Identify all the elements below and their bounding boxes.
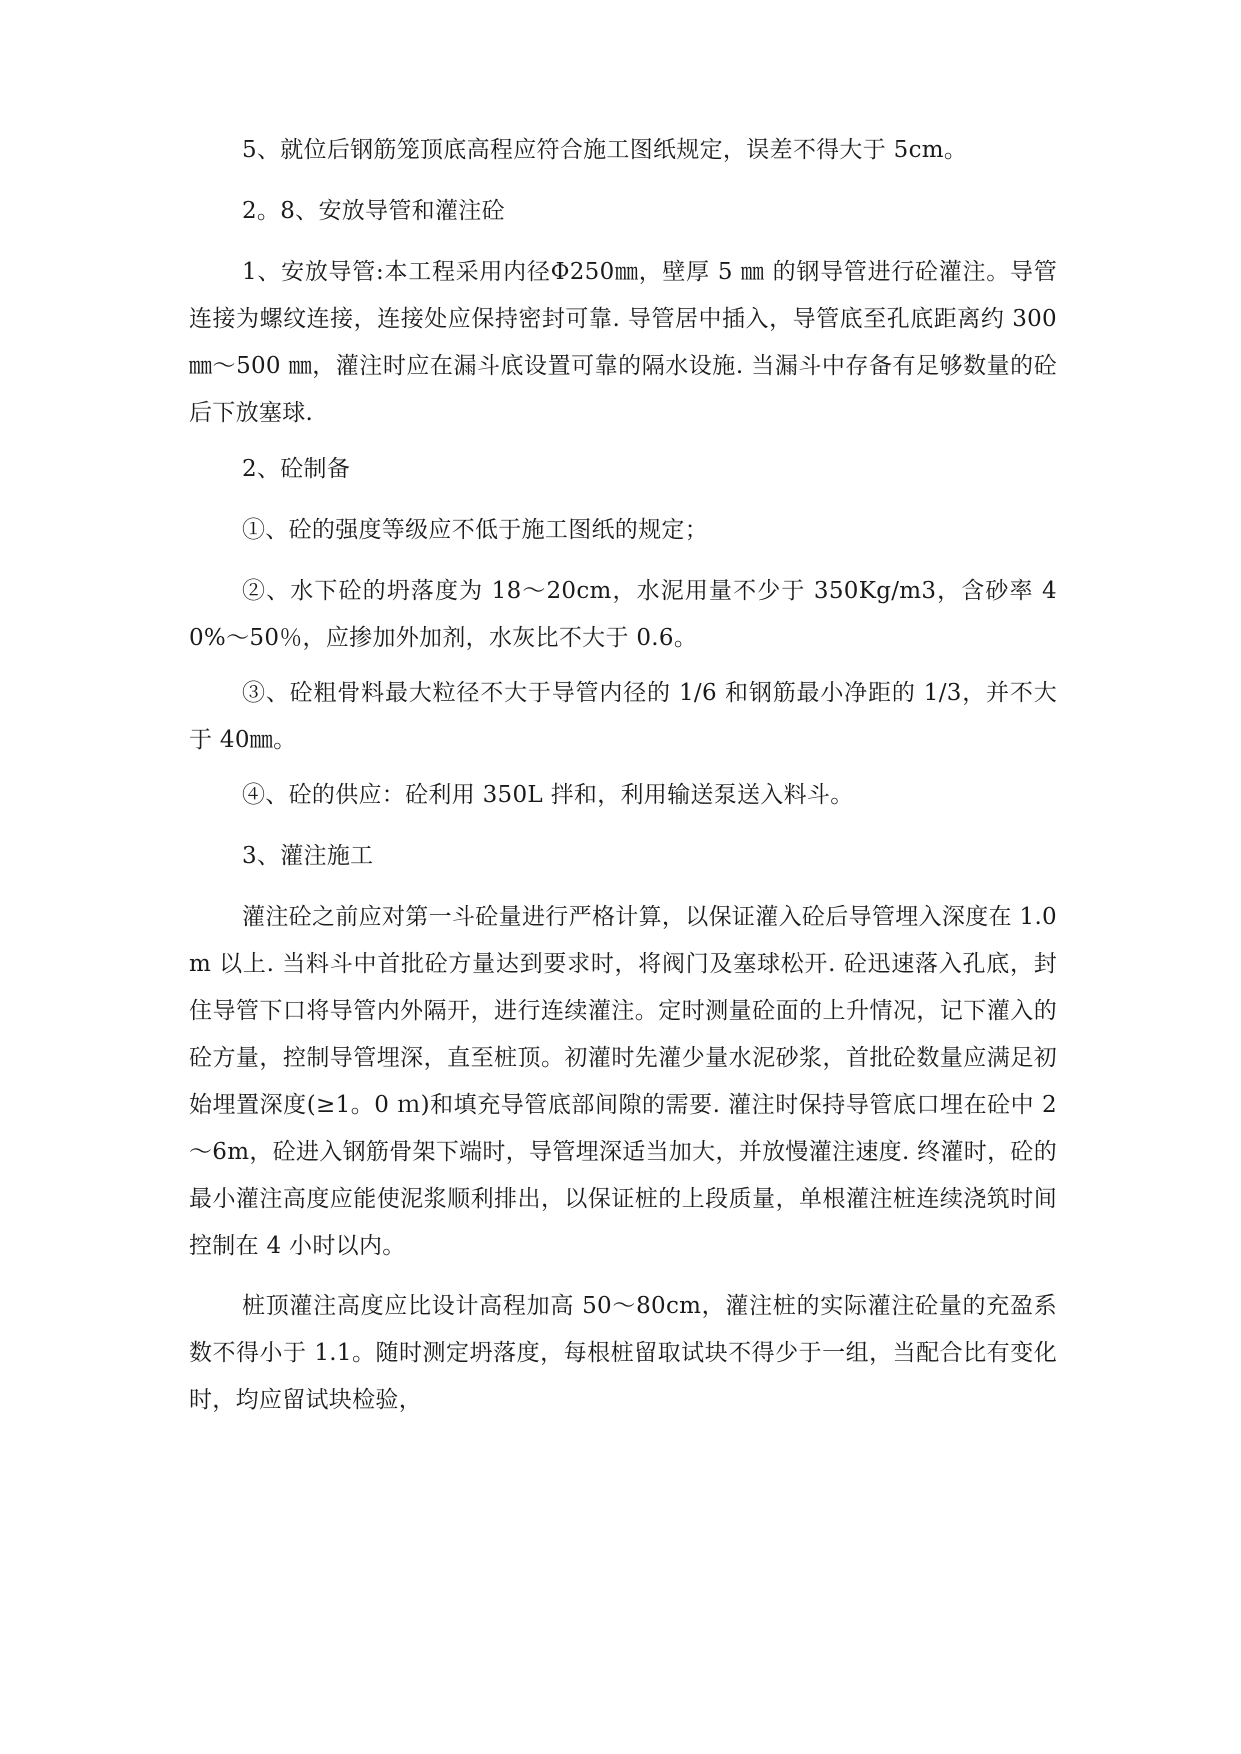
- list-item-2: ②、水下砼的坍落度为 18～20cm，水泥用量不少于 350Kg/m3，含砂率 40%～50％，应掺加外加剂，水灰比不大于 0.6。: [189, 578, 1057, 651]
- paragraph-install-tremie: 1、安放导管:本工程采用内径Φ250㎜，壁厚 5 ㎜ 的钢导管进行砼灌注。导管连接为螺纹连接，连接处应保持密封可靠. 导管居中插入，导管底至孔底距离约 300 ㎜～500 ㎜，灌注时应在漏斗底设置可靠的隔水设施. 当漏斗中存备有足够数量的砼后下放塞球.: [189, 259, 1057, 426]
- section-heading-2-8: 2。8、安放导管和灌注砼: [242, 198, 505, 224]
- list-item-1: ①、砼的强度等级应不低于施工图纸的规定；: [242, 517, 708, 543]
- section-heading-concrete-prep: 2、砼制备: [242, 456, 351, 482]
- list-item-3: ③、砼粗骨料最大粒径不大于导管内径的 1/6 和钢筋最小净距的 1/3，并不大于 40㎜。: [189, 680, 1057, 753]
- section-heading-pouring: 3、灌注施工: [242, 843, 374, 869]
- paragraph-cage-elevation: 5、就位后钢筋笼顶底高程应符合施工图纸规定，误差不得大于 5cm。: [242, 137, 968, 163]
- paragraph-pouring-process: 灌注砼之前应对第一斗砼量进行严格计算，以保证灌入砼后导管埋入深度在 1.0m 以上. 当料斗中首批砼方量达到要求时，将阀门及塞球松开. 砼迅速落入孔底，封住导管下口将导管内外隔开，进行连续灌注。定时测量砼面的上升情况，记下灌入的砼方量，控制导管埋深，直至桩顶。初灌时先灌少量水泥砂浆，首批砼数量应满足初始埋置深度(≥1。0 ｍ)和填充导管底部间隙的需要. 灌注时保持导管底口埋在砼中 2～6m，砼进入钢筋骨架下端时，导管埋深适当加大，并放慢灌注速度. 终灌时，砼的最小灌注高度应能使泥浆顺利排出，以保证桩的上段质量，单根灌注桩连续浇筑时间控制在 4 小时以内。: [189, 904, 1057, 1259]
- list-item-4: ④、砼的供应：砼利用 350L 拌和，利用输送泵送入料斗。: [242, 782, 854, 808]
- paragraph-pile-top: 桩顶灌注高度应比设计高程加高 50～80cm，灌注桩的实际灌注砼量的充盈系数不得小于 1.1。随时测定坍落度，每根桩留取试块不得少于一组，当配合比有变化时，均应留试块检验，: [189, 1293, 1057, 1413]
